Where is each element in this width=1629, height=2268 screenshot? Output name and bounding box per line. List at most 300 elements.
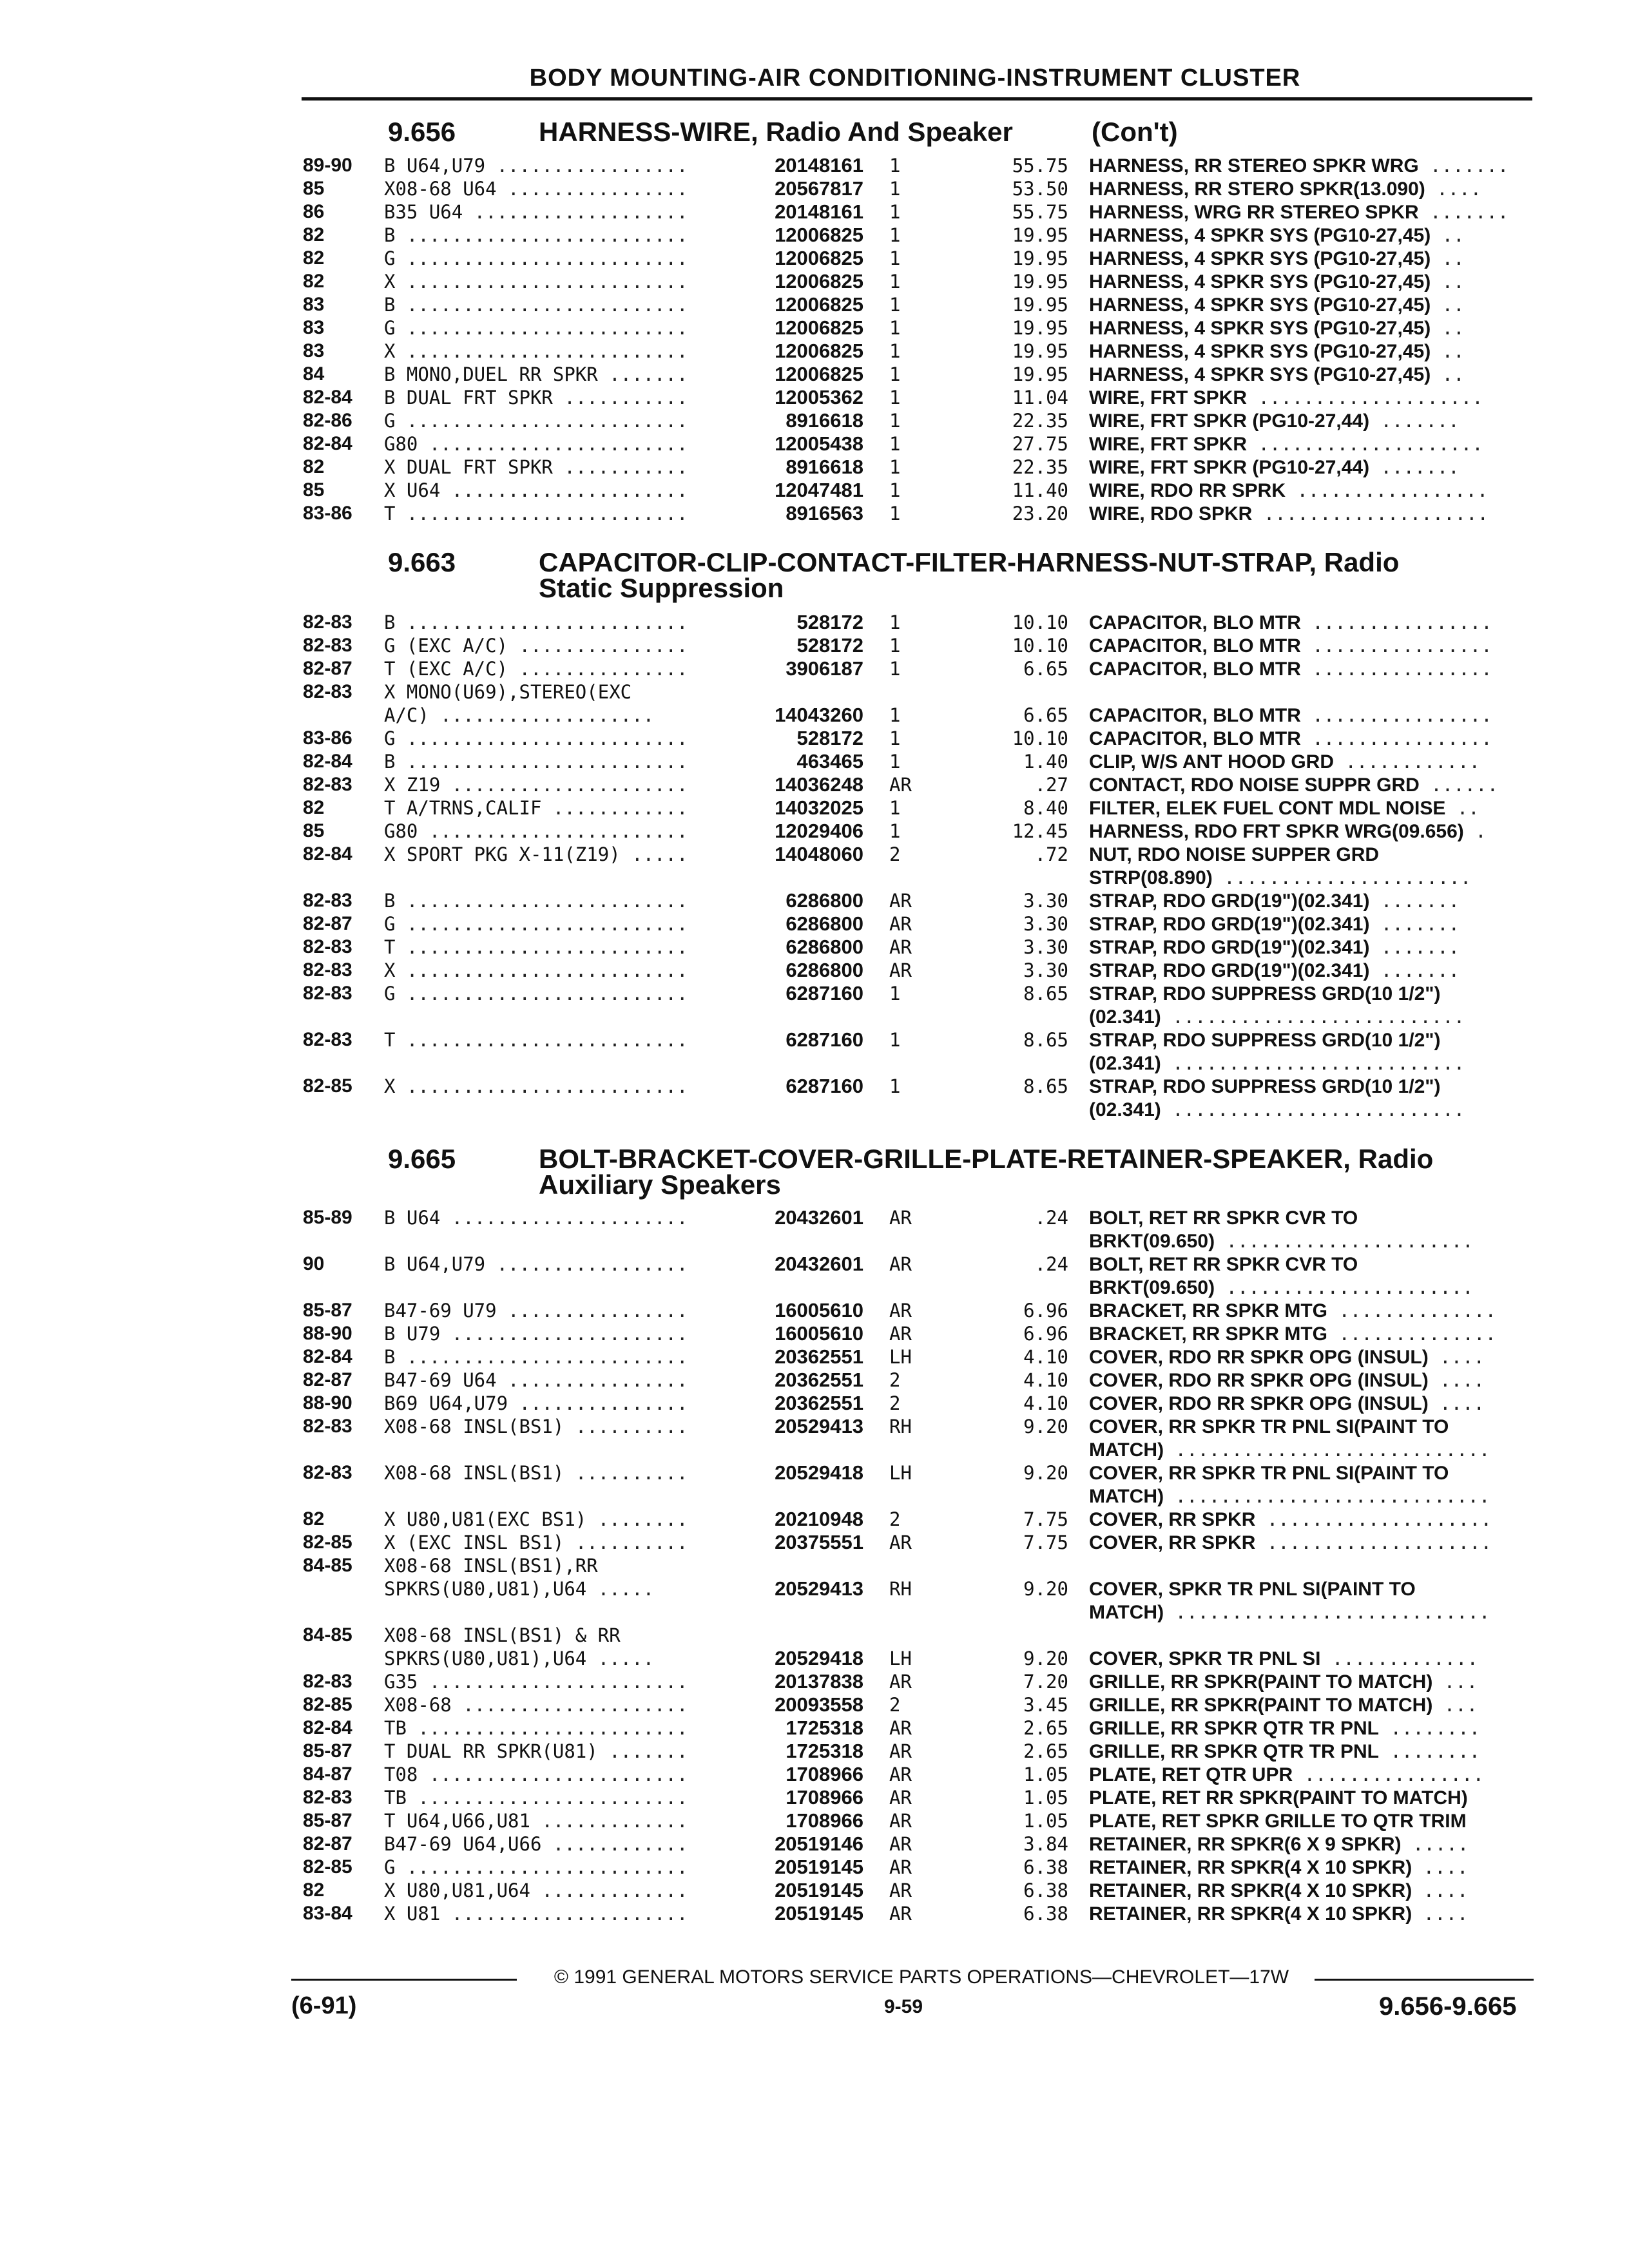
application xyxy=(384,1369,688,1392)
application xyxy=(384,1345,688,1369)
model-year: 82-84 xyxy=(303,843,352,865)
dot-leader: .......... xyxy=(564,1416,688,1437)
application xyxy=(384,1809,688,1832)
description-continued-text: (02.341) xyxy=(1089,1053,1161,1074)
description xyxy=(1089,1647,1478,1671)
price: 10.10 xyxy=(1012,635,1068,657)
description xyxy=(1089,502,1489,526)
application xyxy=(384,154,688,177)
quantity: 2 xyxy=(889,843,901,865)
dot-leader: .............. xyxy=(1327,1323,1496,1345)
dot-leader: .. xyxy=(1431,224,1465,246)
dot-leader: ....... xyxy=(597,1740,688,1762)
application-text: B47-69 U64,U66 xyxy=(384,1833,542,1855)
part-number: 6287160 xyxy=(786,1075,863,1097)
footer-section-range: 9.656-9.665 xyxy=(1379,1992,1517,2021)
model-year: 89-90 xyxy=(303,155,352,176)
application xyxy=(384,1879,688,1902)
description-text: COVER, RDO RR SPKR OPG (INSUL) xyxy=(1089,1393,1429,1414)
description xyxy=(1089,247,1465,271)
description-continued xyxy=(1089,1098,1465,1122)
parts-row xyxy=(303,1647,1534,1670)
model-year: 82 xyxy=(303,247,325,269)
description-text: GRILLE, RR SPKR QTR TR PNL xyxy=(1089,1718,1379,1739)
application-text: X DUAL FRT SPKR xyxy=(384,456,553,478)
dot-leader: ......................... xyxy=(395,751,688,773)
price: 3.30 xyxy=(1023,959,1068,981)
dot-leader: ..................... xyxy=(440,1323,688,1345)
dot-leader: ................. xyxy=(1286,479,1489,501)
application xyxy=(384,1670,688,1693)
dot-leader: ..................... xyxy=(440,479,688,501)
application xyxy=(384,889,688,912)
application xyxy=(384,200,688,224)
dot-leader: ......................... xyxy=(395,317,688,339)
price: 2.65 xyxy=(1023,1717,1068,1739)
model-year: 83-84 xyxy=(303,1903,352,1924)
description xyxy=(1089,704,1492,727)
application-text: X xyxy=(384,340,396,362)
description xyxy=(1089,936,1460,959)
description xyxy=(1089,750,1480,774)
quantity: AR xyxy=(889,1763,912,1785)
model-year: 82-85 xyxy=(303,1694,352,1715)
model-year: 85-87 xyxy=(303,1810,352,1831)
quantity: 1 xyxy=(889,611,901,633)
dot-leader: ............... xyxy=(508,658,688,680)
parts-row xyxy=(303,1531,1534,1554)
footer-copyright: © 1991 GENERAL MOTORS SERVICE PARTS OPERATIONS—CHEVROLET—17W xyxy=(554,1966,1289,1988)
dot-leader: ............. xyxy=(530,1879,688,1901)
description-text: RETAINER, RR SPKR(6 X 9 SPKR) xyxy=(1089,1834,1402,1855)
dot-leader: ......................... xyxy=(395,271,688,293)
quantity: 1 xyxy=(889,363,901,385)
description xyxy=(1089,1075,1440,1099)
description xyxy=(1089,1856,1469,1879)
dot-leader: .......................... xyxy=(1161,1099,1465,1120)
part-number: 528172 xyxy=(796,634,863,657)
application xyxy=(384,270,688,293)
parts-row xyxy=(303,1786,1534,1809)
dot-leader: ......................... xyxy=(395,1029,688,1051)
dot-leader: .................... xyxy=(1252,503,1489,524)
model-year: 85 xyxy=(303,178,325,199)
application xyxy=(384,1075,688,1098)
parts-row xyxy=(303,456,1534,479)
dot-leader: ......................... xyxy=(395,340,688,362)
price: 3.30 xyxy=(1023,936,1068,958)
application-text: T08 xyxy=(384,1763,418,1785)
description-continued xyxy=(1089,1438,1490,1462)
quantity: 1 xyxy=(889,456,901,478)
price: 8.65 xyxy=(1023,1029,1068,1051)
quantity: 2 xyxy=(889,1508,901,1530)
parts-row xyxy=(303,1392,1534,1415)
description xyxy=(1089,1392,1485,1416)
quantity: AR xyxy=(889,1787,912,1809)
model-year: 82-85 xyxy=(303,1856,352,1878)
price: 4.10 xyxy=(1023,1369,1068,1391)
parts-row xyxy=(303,750,1534,773)
model-year: 83 xyxy=(303,340,325,361)
description xyxy=(1089,1670,1478,1694)
application-text: B xyxy=(384,751,396,773)
description xyxy=(1089,1763,1484,1787)
description-text: COVER, RR SPKR xyxy=(1089,1532,1256,1553)
parts-row xyxy=(303,820,1534,843)
part-number: 20519145 xyxy=(775,1879,863,1901)
application xyxy=(384,1624,621,1647)
model-year: 85-87 xyxy=(303,1740,352,1762)
quantity: 1 xyxy=(889,433,901,455)
price: 23.20 xyxy=(1012,503,1068,524)
part-number: 8916618 xyxy=(786,456,863,478)
dot-leader: .... xyxy=(1425,178,1482,200)
dot-leader: ......................... xyxy=(395,913,688,935)
description-continued-text: (02.341) xyxy=(1089,1006,1161,1028)
parts-row xyxy=(303,479,1534,502)
dot-leader: ....... xyxy=(1369,410,1460,432)
part-number: 12006825 xyxy=(775,340,863,362)
application-text: X U81 xyxy=(384,1903,441,1925)
model-year: 82-87 xyxy=(303,913,352,934)
dot-leader: ............................ xyxy=(1164,1485,1490,1507)
application xyxy=(384,820,688,843)
dot-leader: .. xyxy=(1431,317,1465,339)
footer-rule-right xyxy=(1315,1979,1534,1981)
price: 4.10 xyxy=(1023,1346,1068,1368)
quantity: 2 xyxy=(889,1369,901,1391)
parts-row xyxy=(303,177,1534,200)
description xyxy=(1089,982,1440,1006)
parts-row xyxy=(303,247,1534,270)
dot-leader: ............. xyxy=(1320,1648,1478,1669)
quantity: 1 xyxy=(889,1029,901,1051)
dot-leader: ..................... xyxy=(440,1207,688,1229)
part-number: 1708966 xyxy=(786,1763,863,1785)
quantity: AR xyxy=(889,913,912,935)
quantity: AR xyxy=(889,1300,912,1321)
model-year: 84-85 xyxy=(303,1624,352,1646)
quantity: 1 xyxy=(889,503,901,524)
model-year: 85 xyxy=(303,479,325,501)
application xyxy=(384,982,688,1005)
price: 6.96 xyxy=(1023,1323,1068,1345)
dot-leader: ....... xyxy=(1369,936,1460,958)
application xyxy=(384,1299,688,1322)
footer-page-number: 9-59 xyxy=(884,1996,923,2017)
application-text: TB xyxy=(384,1717,407,1739)
dot-leader: ....................... xyxy=(418,433,688,455)
description-text: HARNESS, 4 SPKR SYS (PG10-27,45) xyxy=(1089,271,1431,293)
application-text: T (EXC A/C) xyxy=(384,658,508,680)
application-text: SPKRS(U80,U81),U64 xyxy=(384,1578,587,1600)
part-number: 14048060 xyxy=(775,843,863,865)
description xyxy=(1089,293,1465,317)
part-number: 1708966 xyxy=(786,1786,863,1809)
application-text: X xyxy=(384,271,396,293)
model-year: 82 xyxy=(303,1508,325,1530)
application xyxy=(384,1206,688,1229)
dot-leader: ...... xyxy=(1419,774,1499,796)
quantity: 1 xyxy=(889,387,901,408)
model-year: 82-84 xyxy=(303,1717,352,1738)
price: .24 xyxy=(1034,1253,1068,1275)
application-text: B U64 xyxy=(384,1207,441,1229)
application-text: X SPORT PKG X-11(Z19) xyxy=(384,843,621,865)
description xyxy=(1089,1299,1496,1323)
application-text: G xyxy=(384,983,396,1004)
model-year: 82-83 xyxy=(303,1462,352,1483)
price: 6.65 xyxy=(1023,704,1068,726)
application-text: SPKRS(U80,U81),U64 xyxy=(384,1648,587,1669)
part-number: 12029406 xyxy=(775,820,863,842)
dot-leader: ................... xyxy=(429,704,655,726)
parts-row xyxy=(303,611,1534,634)
model-year: 84-87 xyxy=(303,1763,352,1785)
description xyxy=(1089,224,1465,247)
dot-leader: .................... xyxy=(1255,1532,1492,1553)
dot-leader: ......................... xyxy=(395,890,688,912)
description xyxy=(1089,386,1483,410)
description-text: WIRE, FRT SPKR (PG10-27,44) xyxy=(1089,410,1370,432)
description xyxy=(1089,1577,1416,1601)
description xyxy=(1089,363,1465,387)
part-number: 20519145 xyxy=(775,1902,863,1925)
price: 8.40 xyxy=(1023,797,1068,819)
part-number: 20432601 xyxy=(775,1253,863,1275)
price: 19.95 xyxy=(1012,224,1068,246)
part-number: 8916618 xyxy=(786,409,863,432)
application-text: X08-68 INSL(BS1) & RR xyxy=(384,1624,621,1646)
parts-row xyxy=(303,1902,1534,1925)
description-text: CLIP, W/S ANT HOOD GRD xyxy=(1089,751,1335,773)
price: 55.75 xyxy=(1012,155,1068,177)
part-number: 12005438 xyxy=(775,432,863,455)
application xyxy=(384,1786,688,1809)
dot-leader: ..... xyxy=(620,843,688,865)
part-number: 20210948 xyxy=(775,1508,863,1530)
dot-leader: .. xyxy=(1431,340,1465,362)
price: 1.05 xyxy=(1023,1763,1068,1785)
model-year: 82-85 xyxy=(303,1075,352,1097)
quantity: AR xyxy=(889,890,912,912)
parts-row xyxy=(303,363,1534,386)
price: 10.10 xyxy=(1012,727,1068,749)
part-number: 12006825 xyxy=(775,247,863,269)
dot-leader: .................... xyxy=(451,1694,688,1716)
application xyxy=(384,1577,654,1600)
price: 6.38 xyxy=(1023,1879,1068,1901)
description-continued-text: MATCH) xyxy=(1089,1439,1164,1461)
part-number: 20432601 xyxy=(775,1206,863,1229)
price: 9.20 xyxy=(1023,1416,1068,1437)
dot-leader: ........ xyxy=(586,1508,688,1530)
description-text: NUT, RDO NOISE SUPPER GRD xyxy=(1089,844,1380,865)
application-text: G xyxy=(384,410,396,432)
parts-list xyxy=(303,1206,1534,1925)
description xyxy=(1089,843,1379,867)
description xyxy=(1089,820,1487,843)
description xyxy=(1089,1786,1468,1810)
application-text: G xyxy=(384,727,396,749)
price: 19.95 xyxy=(1012,271,1068,293)
dot-leader: ... xyxy=(1432,1694,1478,1716)
parts-row xyxy=(303,982,1534,1028)
quantity: AR xyxy=(889,936,912,958)
description-text: STRAP, RDO SUPPRESS GRD(10 1/2") xyxy=(1089,983,1441,1004)
application xyxy=(384,293,688,316)
description-text: FILTER, ELEK FUEL CONT MDL NOISE xyxy=(1089,798,1446,819)
description xyxy=(1089,1809,1467,1833)
section-number: 9.656 xyxy=(388,117,456,147)
application-text: T DUAL RR SPKR(U81) xyxy=(384,1740,598,1762)
description xyxy=(1089,1369,1485,1392)
price: 11.04 xyxy=(1012,387,1068,408)
dot-leader: ............................ xyxy=(1164,1439,1490,1461)
description xyxy=(1089,340,1465,363)
application-text: T U64,U66,U81 xyxy=(384,1810,530,1832)
application-text: X08-68 INSL(BS1) xyxy=(384,1462,564,1484)
parts-row xyxy=(303,1809,1534,1832)
quantity: 1 xyxy=(889,751,901,773)
application-text: G xyxy=(384,247,396,269)
application-text: B xyxy=(384,890,396,912)
description-text: COVER, RR SPKR xyxy=(1089,1509,1256,1530)
model-year: 82 xyxy=(303,271,325,292)
description-text: STRAP, RDO SUPPRESS GRD(10 1/2") xyxy=(1089,1076,1441,1097)
price: .72 xyxy=(1034,843,1068,865)
dot-leader: ................. xyxy=(485,155,688,177)
application-text: G xyxy=(384,913,396,935)
part-number: 1725318 xyxy=(786,1716,863,1739)
part-number: 20362551 xyxy=(775,1345,863,1368)
description xyxy=(1089,432,1483,456)
parts-row xyxy=(303,1028,1534,1075)
description-text: HARNESS, RR STEREO SPKR WRG xyxy=(1089,155,1419,177)
description-text: HARNESS, 4 SPKR SYS (PG10-27,45) xyxy=(1089,225,1431,246)
application-text: G xyxy=(384,1856,396,1878)
application-text: G80 xyxy=(384,820,418,842)
description xyxy=(1089,1879,1469,1903)
dot-leader: .............. xyxy=(1327,1300,1496,1321)
description-text: BOLT, RET RR SPKR CVR TO xyxy=(1089,1254,1358,1275)
parts-row xyxy=(303,889,1534,912)
model-year: 82-87 xyxy=(303,1833,352,1854)
dot-leader: ....................... xyxy=(418,1763,688,1785)
application xyxy=(384,727,688,750)
dot-leader: ............ xyxy=(1334,751,1480,773)
quantity: 1 xyxy=(889,635,901,657)
part-number: 20093558 xyxy=(775,1693,863,1716)
dot-leader: .. xyxy=(1445,797,1480,819)
price: 4.10 xyxy=(1023,1392,1068,1414)
application-text: B xyxy=(384,611,396,633)
parts-row xyxy=(303,773,1534,796)
parts-row xyxy=(303,959,1534,982)
model-year: 82-85 xyxy=(303,1532,352,1553)
dot-leader: ....................... xyxy=(418,820,688,842)
description xyxy=(1089,959,1460,983)
parts-row xyxy=(303,1670,1534,1693)
dot-leader: ......................... xyxy=(395,727,688,749)
price: 19.95 xyxy=(1012,363,1068,385)
model-year: 82-83 xyxy=(303,959,352,981)
dot-leader: ......................... xyxy=(395,983,688,1004)
part-number: 528172 xyxy=(796,727,863,749)
price: 10.10 xyxy=(1012,611,1068,633)
application-text: X xyxy=(384,959,396,981)
price: 1.05 xyxy=(1023,1810,1068,1832)
price: 2.65 xyxy=(1023,1740,1068,1762)
quantity: 1 xyxy=(889,201,901,223)
parts-row xyxy=(303,432,1534,456)
dot-leader: ....... xyxy=(1418,155,1509,177)
application-text: X08-68 INSL(BS1) xyxy=(384,1416,564,1437)
price: 7.75 xyxy=(1023,1532,1068,1553)
part-number: 20529418 xyxy=(775,1461,863,1484)
quantity: 1 xyxy=(889,658,901,680)
model-year: 85-89 xyxy=(303,1207,352,1228)
description xyxy=(1089,409,1460,433)
footer-rule-left xyxy=(291,1979,517,1981)
description-text: CAPACITOR, BLO MTR xyxy=(1089,658,1301,680)
price: 7.20 xyxy=(1023,1671,1068,1693)
model-year: 82-83 xyxy=(303,611,352,633)
description xyxy=(1089,773,1498,797)
part-number: 6286800 xyxy=(786,936,863,958)
model-year: 82-83 xyxy=(303,681,352,702)
dot-leader: . xyxy=(1463,820,1487,842)
application xyxy=(384,1856,688,1879)
parts-row xyxy=(303,1322,1534,1345)
part-number: 6286800 xyxy=(786,959,863,981)
quantity: AR xyxy=(889,959,912,981)
description xyxy=(1089,1028,1440,1052)
parts-row xyxy=(303,1879,1534,1902)
quantity: RH xyxy=(889,1578,912,1600)
price: 6.38 xyxy=(1023,1856,1068,1878)
quantity: LH xyxy=(889,1346,912,1368)
application-text: G xyxy=(384,317,396,339)
dot-leader: .. xyxy=(1431,363,1465,385)
section-subtitle: Auxiliary Speakers xyxy=(539,1169,781,1200)
dot-leader: ................. xyxy=(485,1253,688,1275)
price: .27 xyxy=(1034,774,1068,796)
price: 3.84 xyxy=(1023,1833,1068,1855)
dot-leader: .................... xyxy=(1247,433,1483,455)
quantity: AR xyxy=(889,774,912,796)
application xyxy=(384,750,688,773)
quantity: 1 xyxy=(889,155,901,177)
dot-leader: .... xyxy=(1428,1346,1485,1368)
application-text: B xyxy=(384,224,396,246)
application-text: B U79 xyxy=(384,1323,441,1345)
application xyxy=(384,959,688,982)
description-text: COVER, SPKR TR PNL SI(PAINT TO xyxy=(1089,1579,1416,1600)
dot-leader: .......................... xyxy=(1161,1052,1465,1074)
description xyxy=(1089,316,1465,340)
quantity: 2 xyxy=(889,1392,901,1414)
description xyxy=(1089,1716,1480,1740)
part-number: 14043260 xyxy=(775,704,863,726)
model-year: 82-84 xyxy=(303,433,352,454)
quantity: AR xyxy=(889,1207,912,1229)
parts-row xyxy=(303,386,1534,409)
part-number: 20529413 xyxy=(775,1415,863,1437)
quantity: 1 xyxy=(889,410,901,432)
dot-leader: ......................... xyxy=(395,410,688,432)
